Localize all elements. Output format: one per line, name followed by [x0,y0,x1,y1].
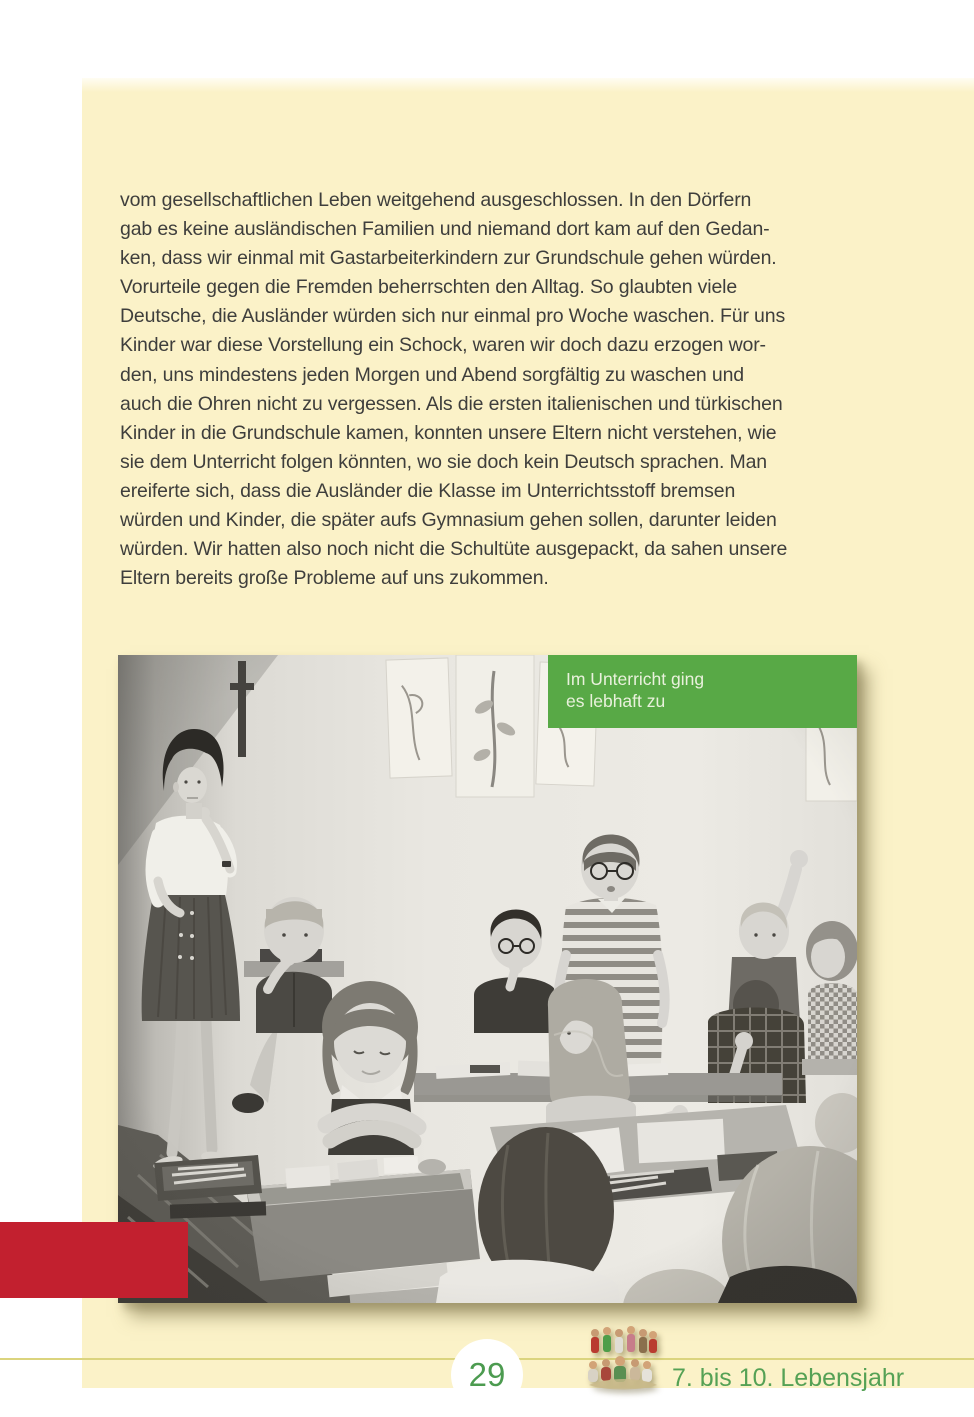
page-number-badge [451,1339,523,1411]
body-text-line: Deutsche, die Ausländer würden sich nur einmal pro Woche waschen. Für uns [120,305,786,328]
collage-back-row [591,1326,657,1353]
body-text-line: Kinder in die Grundschule kamen, konnten unsere Eltern nicht verstehen, wie [120,421,777,444]
red-accent-block [0,1222,188,1298]
body-text [120,186,865,593]
photo-vignette [118,655,857,1303]
collage-front-row [588,1356,657,1390]
classroom-photo [118,655,857,1303]
body-text-line: würden. Wir hatten also noch nicht die Schultüte ausgepackt, da sahen unsere [120,538,788,561]
classroom-photo-art [118,655,857,1303]
body-text-line: vom gesellschaftlichen Leben weitgehend ausgeschlossen. In den Dörfern [120,189,752,211]
photo-caption-line: es lebhaft zu [566,690,666,711]
body-text-line: gab es keine ausländischen Familien und niemand dort kam auf den Gedan- [120,218,770,241]
body-text-line: Vorurteile gegen die Fremden beherrschten den Alltag. So glaubten viele [120,276,738,299]
photo-caption-line: Im Unterricht ging [566,669,705,689]
photo-caption [548,655,857,728]
body-text-line: auch die Ohren nicht zu vergessen. Als die ersten italienischen und türkischen [120,392,783,415]
body-text-line: würden und Kinder, die später aufs Gymnasium gehen sollen, darunter leiden [120,509,777,532]
body-text-line: den, uns mindestens jeden Morgen und Abend sorgfältig zu waschen und [120,363,744,386]
body-text-line: ereiferte sich, dass die Ausländer die Klasse im Unterrichtsstoff bremsen [120,479,736,502]
body-text-line: ken, dass wir einmal mit Gastarbeiterkindern zur Grundschule gehen würden. [120,247,777,270]
children-collage-icon [583,1325,665,1395]
body-text-line: sie dem Unterricht folgen könnten, wo sie doch kein Deutsch sprachen. Man [120,450,767,473]
page-number: 29 [468,1356,506,1393]
body-text-line: Eltern bereits große Probleme auf uns zukommen. [120,567,549,590]
chapter-label: 7. bis 10. Lebensjahr [672,1364,905,1392]
body-text-line: Kinder war diese Vorstellung ein Schock, waren wir doch dazu erzogen wor- [120,334,766,357]
